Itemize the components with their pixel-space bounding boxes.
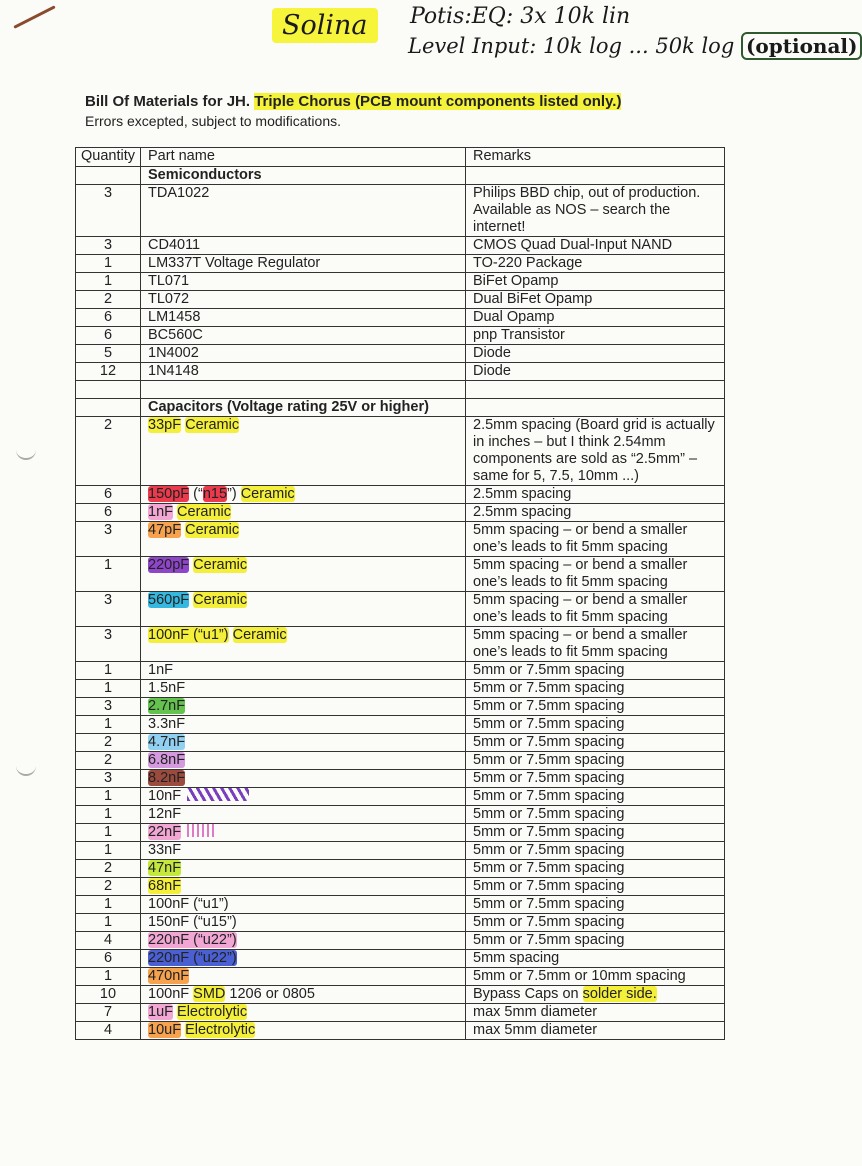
part-type: Ceramic bbox=[193, 592, 248, 608]
remarks-cell bbox=[466, 986, 725, 1004]
part-name-cell: Semiconductors bbox=[141, 167, 466, 185]
quantity-cell: 12 bbox=[76, 363, 141, 381]
col-quantity: Quantity bbox=[76, 148, 141, 167]
part-type: Ceramic bbox=[193, 557, 248, 573]
part-value: 470nF bbox=[148, 968, 190, 984]
part-name-cell bbox=[141, 557, 466, 592]
table-row bbox=[76, 770, 725, 788]
part-value: 560pF bbox=[148, 592, 190, 608]
quantity-cell: 3 bbox=[76, 770, 141, 788]
part-value: 1uF bbox=[148, 1004, 173, 1020]
part-name-cell bbox=[141, 381, 466, 399]
table-row bbox=[76, 950, 725, 968]
remarks-cell: 2.5mm spacing bbox=[466, 504, 725, 522]
highlighter-scribble bbox=[187, 788, 249, 801]
level-input-text: Level Input: 10k log ... 50k log bbox=[408, 34, 735, 58]
part-value: 150pF bbox=[148, 486, 190, 502]
quantity-cell: 1 bbox=[76, 806, 141, 824]
title-prefix: Bill Of Materials for JH. bbox=[85, 93, 251, 110]
remarks-cell: 5mm or 7.5mm or 10mm spacing bbox=[466, 968, 725, 986]
part-name-cell bbox=[141, 986, 466, 1004]
remarks-cell: Diode bbox=[466, 345, 725, 363]
table-row bbox=[76, 842, 725, 860]
pot-note: Potis:EQ: 3x 10k lin bbox=[410, 4, 631, 29]
table-row bbox=[76, 291, 725, 309]
remarks-cell: 5mm or 7.5mm spacing bbox=[466, 806, 725, 824]
page-subtitle: Errors excepted, subject to modifications. bbox=[85, 113, 342, 129]
remarks-cell: 5mm or 7.5mm spacing bbox=[466, 716, 725, 734]
part-type: Ceramic bbox=[240, 486, 295, 502]
punch-hole bbox=[16, 448, 36, 460]
table-row bbox=[76, 504, 725, 522]
quantity-cell: 3 bbox=[76, 698, 141, 716]
title-highlight: Triple Chorus (PCB mount components listed only.) bbox=[254, 93, 622, 110]
part-type: Ceramic bbox=[232, 627, 287, 643]
quantity-cell: 1 bbox=[76, 914, 141, 932]
part-type: Ceramic bbox=[177, 504, 232, 520]
remarks-cell: 5mm spacing – or bend a smaller one’s leads to fit 5mm spacing bbox=[466, 557, 725, 592]
part-value: 1nF bbox=[148, 504, 173, 520]
part-value: 22nF bbox=[148, 824, 182, 840]
quantity-cell: 6 bbox=[76, 950, 141, 968]
table-row bbox=[76, 752, 725, 770]
part-value-code: n15 bbox=[202, 486, 228, 502]
part-name-cell: TL072 bbox=[141, 291, 466, 309]
part-value: 10nF bbox=[148, 788, 182, 804]
table-row bbox=[76, 662, 725, 680]
table-row bbox=[76, 309, 725, 327]
table-row bbox=[76, 522, 725, 557]
remarks-cell: 2.5mm spacing bbox=[466, 486, 725, 504]
table-row bbox=[76, 968, 725, 986]
table-row bbox=[76, 557, 725, 592]
quantity-cell: 6 bbox=[76, 504, 141, 522]
remarks-cell: BiFet Opamp bbox=[466, 273, 725, 291]
part-name-cell: 1nF bbox=[141, 662, 466, 680]
part-name-cell bbox=[141, 522, 466, 557]
part-name-cell: 12nF bbox=[141, 806, 466, 824]
table-header-row bbox=[76, 148, 725, 167]
part-value: 10uF bbox=[148, 1022, 182, 1038]
part-name-cell: Capacitors (Voltage rating 25V or higher) bbox=[141, 399, 466, 417]
remarks-cell: max 5mm diameter bbox=[466, 1004, 725, 1022]
remarks-cell: 5mm spacing bbox=[466, 950, 725, 968]
table-row bbox=[76, 734, 725, 752]
part-value: 100nF (“u1”) bbox=[148, 627, 229, 643]
table-row bbox=[76, 878, 725, 896]
remarks-cell: 5mm or 7.5mm spacing bbox=[466, 824, 725, 842]
remarks-cell bbox=[466, 167, 725, 185]
remarks-cell: 5mm or 7.5mm spacing bbox=[466, 788, 725, 806]
part-name-cell: TL071 bbox=[141, 273, 466, 291]
remarks-cell: 5mm or 7.5mm spacing bbox=[466, 662, 725, 680]
part-name-cell bbox=[141, 968, 466, 986]
part-value: 47nF bbox=[148, 860, 182, 876]
part-text: ”) bbox=[227, 486, 241, 502]
quantity-cell: 5 bbox=[76, 345, 141, 363]
table-row bbox=[76, 486, 725, 504]
quantity-cell: 1 bbox=[76, 662, 141, 680]
quantity-cell: 1 bbox=[76, 824, 141, 842]
quantity-cell: 3 bbox=[76, 237, 141, 255]
part-name-cell: 100nF (“u1”) bbox=[141, 896, 466, 914]
table-row bbox=[76, 914, 725, 932]
remark-highlight: solder side. bbox=[582, 986, 657, 1002]
part-value: 220pF bbox=[148, 557, 190, 573]
table-row bbox=[76, 592, 725, 627]
col-remarks: Remarks bbox=[466, 148, 725, 167]
part-value: 47pF bbox=[148, 522, 182, 538]
solina-tag: Solina bbox=[272, 8, 378, 43]
table-row bbox=[76, 824, 725, 842]
part-value: 220nF (“u22”) bbox=[148, 950, 237, 966]
remarks-cell: Philips BBD chip, out of production. Available as NOS – search the internet! bbox=[466, 185, 725, 237]
part-name-cell bbox=[141, 698, 466, 716]
part-name-cell: CD4011 bbox=[141, 237, 466, 255]
quantity-cell: 2 bbox=[76, 752, 141, 770]
part-text: 1206 or 0805 bbox=[225, 986, 315, 1002]
part-value: 4.7nF bbox=[148, 734, 186, 750]
quantity-cell: 1 bbox=[76, 896, 141, 914]
remarks-cell: 5mm or 7.5mm spacing bbox=[466, 842, 725, 860]
part-name-cell: LM1458 bbox=[141, 309, 466, 327]
remarks-cell: 5mm or 7.5mm spacing bbox=[466, 770, 725, 788]
table-row bbox=[76, 788, 725, 806]
quantity-cell: 4 bbox=[76, 932, 141, 950]
col-part-name: Part name bbox=[141, 148, 466, 167]
table-row bbox=[76, 896, 725, 914]
part-name-cell bbox=[141, 486, 466, 504]
table-row bbox=[76, 986, 725, 1004]
part-name-cell bbox=[141, 592, 466, 627]
part-name-cell: 150nF (“u15”) bbox=[141, 914, 466, 932]
part-name-cell bbox=[141, 417, 466, 486]
remarks-cell bbox=[466, 381, 725, 399]
part-name-cell: 3.3nF bbox=[141, 716, 466, 734]
part-type: SMD bbox=[193, 986, 226, 1002]
table-row bbox=[76, 185, 725, 237]
quantity-cell: 7 bbox=[76, 1004, 141, 1022]
part-value: 220nF (“u22”) bbox=[148, 932, 237, 948]
quantity-cell: 1 bbox=[76, 680, 141, 698]
table-row bbox=[76, 680, 725, 698]
quantity-cell: 1 bbox=[76, 788, 141, 806]
remarks-cell: Diode bbox=[466, 363, 725, 381]
part-value: 6.8nF bbox=[148, 752, 186, 768]
remark-text: Bypass Caps on bbox=[473, 986, 579, 1002]
quantity-cell: 6 bbox=[76, 327, 141, 345]
part-name-cell: LM337T Voltage Regulator bbox=[141, 255, 466, 273]
table-row bbox=[76, 860, 725, 878]
remarks-cell: 5mm or 7.5mm spacing bbox=[466, 860, 725, 878]
part-name-cell bbox=[141, 770, 466, 788]
quantity-cell bbox=[76, 167, 141, 185]
remarks-cell: 5mm or 7.5mm spacing bbox=[466, 698, 725, 716]
remarks-cell: CMOS Quad Dual-Input NAND bbox=[466, 237, 725, 255]
quantity-cell: 6 bbox=[76, 309, 141, 327]
table-row bbox=[76, 627, 725, 662]
part-name-cell: 33nF bbox=[141, 842, 466, 860]
section-row bbox=[76, 167, 725, 185]
remarks-cell: max 5mm diameter bbox=[466, 1022, 725, 1040]
quantity-cell bbox=[76, 399, 141, 417]
part-name-cell: 1.5nF bbox=[141, 680, 466, 698]
part-name-cell bbox=[141, 878, 466, 896]
table-row bbox=[76, 1022, 725, 1040]
remarks-cell: 5mm or 7.5mm spacing bbox=[466, 896, 725, 914]
part-type: Electrolytic bbox=[185, 1022, 256, 1038]
part-type: Ceramic bbox=[185, 417, 240, 433]
quantity-cell bbox=[76, 381, 141, 399]
part-name-cell bbox=[141, 1004, 466, 1022]
quantity-cell: 3 bbox=[76, 627, 141, 662]
remarks-cell: 5mm or 7.5mm spacing bbox=[466, 752, 725, 770]
table-row bbox=[76, 932, 725, 950]
bom-table bbox=[75, 147, 725, 1040]
quantity-cell: 1 bbox=[76, 716, 141, 734]
punch-hole bbox=[16, 764, 36, 776]
part-name-cell: 1N4148 bbox=[141, 363, 466, 381]
quantity-cell: 2 bbox=[76, 860, 141, 878]
table-row bbox=[76, 255, 725, 273]
remarks-cell: 5mm or 7.5mm spacing bbox=[466, 734, 725, 752]
table-row bbox=[76, 1004, 725, 1022]
table-row bbox=[76, 363, 725, 381]
part-value: 68nF bbox=[148, 878, 182, 894]
remarks-cell: 2.5mm spacing (Board grid is actually in inches – but I think 2.54mm components are sold as “2.5mm” – same for 5, 7.5, 10mm ...) bbox=[466, 417, 725, 486]
optional-label: (optional) bbox=[741, 32, 862, 60]
remarks-cell: Dual BiFet Opamp bbox=[466, 291, 725, 309]
table-row bbox=[76, 806, 725, 824]
quantity-cell: 1 bbox=[76, 968, 141, 986]
part-name-cell bbox=[141, 824, 466, 842]
quantity-cell: 1 bbox=[76, 273, 141, 291]
part-value: 33pF bbox=[148, 417, 182, 433]
level-input-note bbox=[408, 34, 862, 58]
quantity-cell: 3 bbox=[76, 185, 141, 237]
quantity-cell: 10 bbox=[76, 986, 141, 1004]
remarks-cell: Dual Opamp bbox=[466, 309, 725, 327]
part-name-cell bbox=[141, 1022, 466, 1040]
remarks-cell: 5mm spacing – or bend a smaller one’s leads to fit 5mm spacing bbox=[466, 592, 725, 627]
part-name-cell bbox=[141, 950, 466, 968]
table-row bbox=[76, 716, 725, 734]
remarks-cell: 5mm or 7.5mm spacing bbox=[466, 680, 725, 698]
part-name-cell bbox=[141, 932, 466, 950]
part-name-cell bbox=[141, 860, 466, 878]
part-text: (“ bbox=[189, 486, 203, 502]
quantity-cell: 3 bbox=[76, 522, 141, 557]
section-row bbox=[76, 399, 725, 417]
quantity-cell: 1 bbox=[76, 557, 141, 592]
part-type: Electrolytic bbox=[177, 1004, 248, 1020]
part-name-cell: 1N4002 bbox=[141, 345, 466, 363]
part-type: Ceramic bbox=[185, 522, 240, 538]
table-row bbox=[76, 237, 725, 255]
part-value: 2.7nF bbox=[148, 698, 186, 714]
quantity-cell: 4 bbox=[76, 1022, 141, 1040]
part-value: 8.2nF bbox=[148, 770, 186, 786]
quantity-cell: 1 bbox=[76, 255, 141, 273]
page-title bbox=[85, 93, 621, 110]
quantity-cell: 6 bbox=[76, 486, 141, 504]
table-row bbox=[76, 417, 725, 486]
table-row bbox=[76, 345, 725, 363]
remarks-cell: 5mm spacing – or bend a smaller one’s leads to fit 5mm spacing bbox=[466, 522, 725, 557]
quantity-cell: 1 bbox=[76, 842, 141, 860]
part-name-cell bbox=[141, 734, 466, 752]
quantity-cell: 2 bbox=[76, 291, 141, 309]
table-row bbox=[76, 273, 725, 291]
quantity-cell: 2 bbox=[76, 878, 141, 896]
part-name-cell bbox=[141, 627, 466, 662]
table-row bbox=[76, 698, 725, 716]
part-name-cell bbox=[141, 752, 466, 770]
remarks-cell: 5mm or 7.5mm spacing bbox=[466, 878, 725, 896]
remarks-cell: 5mm or 7.5mm spacing bbox=[466, 914, 725, 932]
highlighter-scribble bbox=[187, 824, 217, 837]
remarks-cell: TO-220 Package bbox=[466, 255, 725, 273]
quantity-cell: 2 bbox=[76, 734, 141, 752]
bom-body bbox=[76, 167, 725, 1040]
part-name-cell bbox=[141, 788, 466, 806]
table-row bbox=[76, 327, 725, 345]
quantity-cell: 3 bbox=[76, 592, 141, 627]
remarks-cell bbox=[466, 399, 725, 417]
part-name-cell bbox=[141, 504, 466, 522]
remarks-cell: 5mm or 7.5mm spacing bbox=[466, 932, 725, 950]
remarks-cell: 5mm spacing – or bend a smaller one’s leads to fit 5mm spacing bbox=[466, 627, 725, 662]
part-name-cell: TDA1022 bbox=[141, 185, 466, 237]
pen-stroke bbox=[13, 5, 55, 29]
part-value: 100nF bbox=[148, 986, 190, 1002]
part-name-cell: BC560C bbox=[141, 327, 466, 345]
quantity-cell: 2 bbox=[76, 417, 141, 486]
remarks-cell: pnp Transistor bbox=[466, 327, 725, 345]
table-row bbox=[76, 381, 725, 399]
